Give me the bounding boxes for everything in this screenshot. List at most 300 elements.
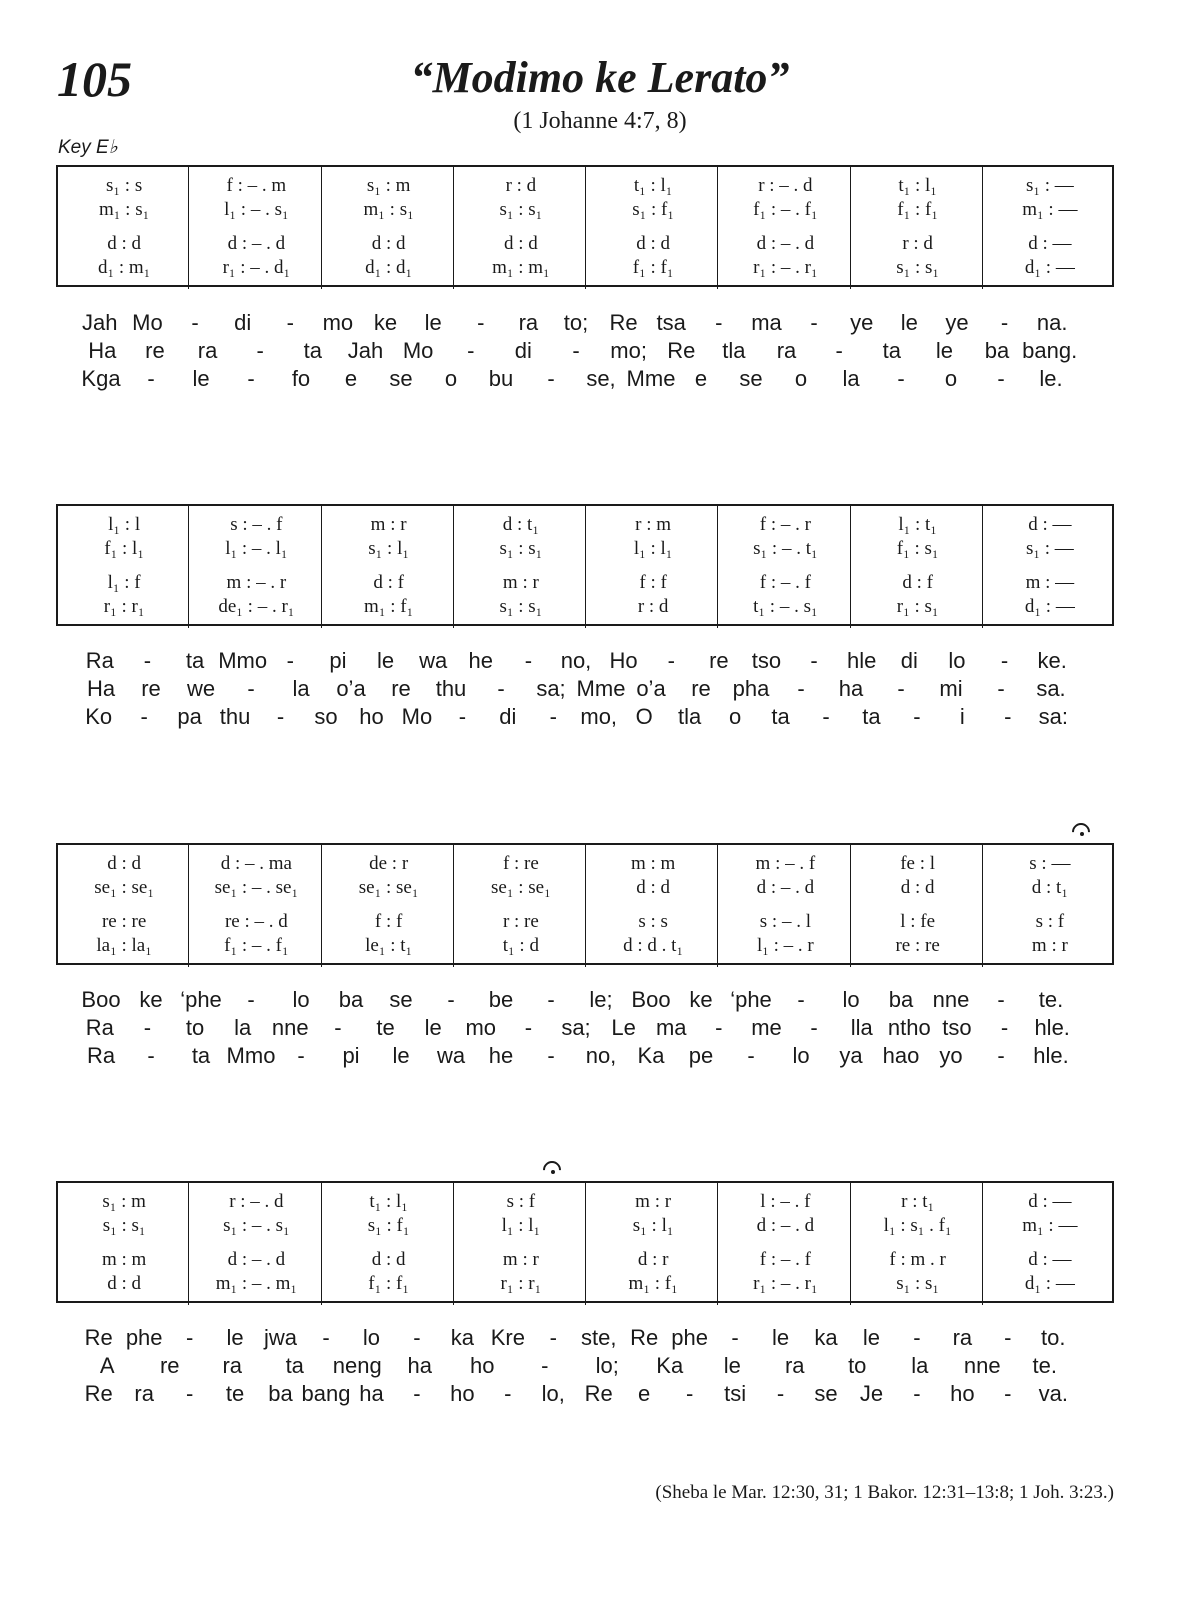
- solfa-note: f : m . r: [889, 1249, 946, 1270]
- lyric-syllable: jwa: [264, 1325, 298, 1350]
- solfa-note: t₁ : l₁: [369, 1191, 408, 1212]
- lyric-syllable: te.: [1038, 987, 1064, 1012]
- lyric-syllable: re: [709, 648, 729, 673]
- solfa-note: l₁ : l₁: [501, 1215, 541, 1236]
- lyric-syllable: yo: [939, 1043, 963, 1068]
- lyric-syllable: Boo: [81, 987, 121, 1012]
- lyric-verse-2: [56, 676, 1114, 704]
- solfa-note: d : r: [637, 1249, 669, 1270]
- solfa-note: d : d: [371, 1249, 406, 1270]
- solfa-note: l₁ : s₁ . f₁: [883, 1215, 952, 1236]
- solfa-note: d : d: [900, 877, 935, 898]
- lyric-syllable: hao: [882, 1043, 920, 1068]
- lyric-syllable: -: [1004, 704, 1012, 729]
- solfa-note: l₁ : t₁: [898, 514, 937, 535]
- solfa-note: f₁ : s₁: [896, 538, 939, 559]
- lyric-syllable: Boo: [631, 987, 671, 1012]
- barline: [188, 167, 189, 289]
- lyric-syllable: we: [186, 676, 216, 701]
- solfa-note: s₁ : – . s₁: [223, 1215, 290, 1236]
- solfa-note: m : r: [502, 1249, 539, 1270]
- solfa-note: m₁ : s₁: [99, 199, 150, 220]
- solfa-note: m : – . r: [226, 572, 287, 593]
- lyric-syllable: -: [1000, 1015, 1009, 1040]
- solfa-note: d₁ : m₁: [97, 257, 151, 278]
- lyric-syllable: -: [731, 1325, 739, 1350]
- lyric-syllable: ka: [814, 1325, 838, 1350]
- lyric-syllable: wa: [419, 648, 448, 673]
- barline: [321, 845, 322, 967]
- lyric-syllable: Mo: [132, 310, 163, 335]
- solfa-note: s₁ : f₁: [632, 199, 674, 220]
- lyric-syllable: phe: [125, 1325, 163, 1350]
- barline: [188, 506, 189, 628]
- lyric-syllable: e: [694, 366, 708, 391]
- solfa-note: d : f: [902, 572, 933, 593]
- lyric-syllable: Re: [609, 310, 638, 335]
- lyric-syllable: -: [191, 310, 199, 335]
- lyric-syllable: le: [723, 1353, 741, 1378]
- solfa-note: m : m: [101, 1249, 147, 1270]
- solfa-note: de : r: [369, 853, 409, 874]
- lyric-syllable: nne: [271, 1015, 309, 1040]
- lyric-syllable: -: [524, 648, 533, 673]
- solfa-note: se₁ : se₁: [358, 877, 419, 898]
- fermata-icon: [1072, 823, 1094, 837]
- lyric-syllable: ya: [839, 1043, 863, 1068]
- solfa-note: re : re: [101, 911, 147, 932]
- lyric-syllable: Ra: [85, 648, 114, 673]
- barline: [717, 845, 718, 967]
- lyric-syllable: -: [504, 1381, 512, 1406]
- solfa-note: m : m: [630, 853, 676, 874]
- lyric-syllable: wa: [436, 1043, 466, 1068]
- lyric-syllable: ye: [850, 310, 874, 335]
- barline: [453, 506, 454, 628]
- solfa-note: t₁ : l₁: [633, 175, 673, 196]
- solfa-note: m : —: [1025, 572, 1075, 593]
- lyric-syllable: -: [549, 1325, 557, 1350]
- barline: [585, 506, 586, 628]
- lyric-syllable: ta: [191, 1043, 211, 1068]
- barline: [982, 1183, 983, 1305]
- lyric-syllable: -: [322, 1325, 330, 1350]
- hymn-title: “Modimo ke Lerato”: [410, 53, 790, 102]
- barline: [453, 1183, 454, 1305]
- solfa-note: re : re: [895, 935, 940, 956]
- lyric-syllable: ka: [450, 1325, 474, 1350]
- barline: [982, 845, 983, 967]
- lyric-syllable: sa;: [536, 676, 566, 701]
- scripture-reference: (1 Johanne 4:7, 8): [513, 108, 687, 134]
- lyric-syllable: na.: [1036, 310, 1068, 335]
- lyric-syllable: le: [900, 310, 918, 335]
- solfa-note: f₁ : f₁: [368, 1273, 409, 1294]
- solfa-note: m₁ : – . m₁: [215, 1273, 298, 1294]
- solfa-note: d₁ : —: [1024, 596, 1075, 617]
- lyric-syllable: la: [842, 366, 860, 391]
- lyric-syllable: O: [635, 704, 653, 729]
- solfa-note: r : – . d: [229, 1191, 284, 1212]
- lyric-syllable: tso: [751, 648, 782, 673]
- lyric-syllable: Ha: [86, 676, 116, 701]
- barline: [717, 167, 718, 289]
- lyric-syllable: lla: [850, 1015, 873, 1040]
- lyric-syllable: ho: [359, 704, 384, 729]
- lyric-syllable: e: [638, 1381, 651, 1406]
- lyric-syllable: lo: [792, 1043, 810, 1068]
- solfa-note: s₁ : s₁: [102, 1215, 146, 1236]
- lyric-syllable: -: [447, 987, 455, 1012]
- solfa-note: de₁ : – . r₁: [218, 596, 295, 617]
- staff-system-3: [56, 843, 1114, 965]
- lyric-syllable: se: [739, 366, 763, 391]
- lyric-syllable: sa;: [561, 1015, 591, 1040]
- lyric-syllable: ra: [952, 1325, 973, 1350]
- barline: [585, 845, 586, 967]
- lyric-syllable: ste,: [580, 1325, 617, 1350]
- lyric-syllable: A: [99, 1353, 115, 1378]
- lyric-verse-3: [56, 366, 1114, 394]
- solfa-note: d : – . ma: [220, 853, 292, 874]
- solfa-note: d : —: [1028, 1249, 1072, 1270]
- solfa-note: m : r: [1031, 935, 1068, 956]
- solfa-note: f₁ : l₁: [104, 538, 144, 559]
- barline: [321, 506, 322, 628]
- solfa-note: d : d: [503, 233, 538, 254]
- solfa-note: d : t₁: [1031, 877, 1068, 898]
- lyric-syllable: -: [143, 1015, 152, 1040]
- solfa-note: d : – . d: [227, 1249, 286, 1270]
- lyric-syllable: lo: [292, 987, 310, 1012]
- lyric-syllable: to: [185, 1015, 205, 1040]
- lyric-verse-1: [56, 648, 1114, 676]
- lyric-syllable: neng: [332, 1353, 382, 1378]
- lyric-verse-2: [56, 338, 1114, 366]
- lyric-syllable: -: [147, 1043, 155, 1068]
- lyric-syllable: ho: [450, 1381, 475, 1406]
- lyric-syllable: -: [467, 338, 475, 363]
- lyric-syllable: -: [256, 338, 264, 363]
- lyric-syllable: -: [334, 1015, 342, 1040]
- solfa-note: m₁ : f₁: [364, 596, 414, 617]
- solfa-note: f : re: [502, 853, 539, 874]
- solfa-note: d : t₁: [502, 514, 539, 535]
- solfa-note: s₁ : m: [366, 175, 411, 196]
- lyric-syllable: hle: [847, 648, 877, 673]
- lyric-syllable: pha: [732, 676, 770, 701]
- lyric-syllable: -: [776, 1381, 785, 1406]
- solfa-note: r : m: [635, 514, 672, 535]
- solfa-note: r : d: [637, 596, 669, 617]
- lyric-syllable: -: [997, 366, 1005, 391]
- solfa-note: m : – . f: [755, 853, 816, 874]
- solfa-note: f : f: [639, 572, 667, 593]
- lyric-syllable: ma: [751, 310, 782, 335]
- lyric-syllable: lo,: [541, 1381, 565, 1406]
- lyric-syllable: te.: [1032, 1353, 1057, 1378]
- lyric-syllable: Mmo: [226, 1043, 276, 1068]
- barline: [982, 506, 983, 628]
- solfa-note: m₁ : f₁: [628, 1273, 678, 1294]
- lyric-syllable: re: [691, 676, 711, 701]
- barline: [188, 845, 189, 967]
- solfa-note: r : – . d: [758, 175, 813, 196]
- lyric-syllable: o’a: [336, 676, 366, 701]
- fermata-icon: [543, 1161, 565, 1175]
- lyric-verse-3: [56, 704, 1114, 732]
- solfa-note: r : re: [502, 911, 539, 932]
- lyric-syllable: se: [389, 366, 413, 391]
- lyric-syllable: mo: [322, 310, 354, 335]
- solfa-note: s₁ : s₁: [499, 538, 543, 559]
- lyric-syllable: ke: [139, 987, 163, 1012]
- solfa-note: l : fe: [900, 911, 936, 932]
- lyric-syllable: re: [145, 338, 165, 363]
- lyric-syllable: va.: [1038, 1381, 1068, 1406]
- lyric-syllable: se,: [586, 366, 616, 391]
- lyric-syllable: Re: [584, 1381, 613, 1406]
- solfa-note: re : – . d: [224, 911, 288, 932]
- solfa-note: d : —: [1028, 514, 1072, 535]
- barline: [717, 1183, 718, 1305]
- solfa-note: la₁ : la₁: [96, 935, 152, 956]
- lyric-syllable: -: [997, 676, 1005, 701]
- lyric-syllable: Re: [630, 1325, 659, 1350]
- solfa-note: fe : l: [900, 853, 936, 874]
- solfa-note: d : – . d: [227, 233, 286, 254]
- barline: [850, 506, 851, 628]
- barline: [850, 845, 851, 967]
- lyric-syllable: re: [159, 1353, 180, 1378]
- lyric-syllable: le: [192, 366, 210, 391]
- solfa-note: r₁ : s₁: [896, 596, 939, 617]
- solfa-note: f : f: [374, 911, 403, 932]
- lyric-syllable: -: [810, 648, 818, 673]
- solfa-note: d₁ : —: [1024, 257, 1075, 278]
- lyric-syllable: -: [143, 648, 152, 673]
- barline: [850, 1183, 851, 1305]
- lyric-syllable: le: [424, 310, 442, 335]
- solfa-note: d : f: [373, 572, 404, 593]
- solfa-note: s : f: [506, 1191, 536, 1212]
- solfa-note: l₁ : f: [107, 572, 141, 593]
- solfa-note: d : – . d: [756, 1215, 815, 1236]
- lyric-syllable: -: [413, 1381, 421, 1406]
- barline: [321, 167, 322, 289]
- lyric-syllable: ra: [222, 1353, 243, 1378]
- lyric-syllable: me: [751, 1015, 782, 1040]
- lyric-syllable: le.: [1039, 366, 1063, 391]
- lyric-syllable: lo: [362, 1325, 381, 1350]
- solfa-note: d : —: [1028, 233, 1072, 254]
- lyric-syllable: -: [667, 648, 675, 673]
- lyric-syllable: le: [376, 648, 395, 673]
- solfa-note: f : – . m: [226, 175, 287, 196]
- lyric-syllable: Jah: [82, 310, 118, 335]
- lyric-verse-1: [56, 310, 1114, 338]
- lyric-syllable: Mme: [626, 366, 676, 391]
- lyric-syllable: -: [835, 338, 843, 363]
- lyric-syllable: ra: [197, 338, 218, 363]
- lyric-syllable: la: [292, 676, 310, 701]
- footer-cross-reference: (Sheba le Mar. 12:30, 31; 1 Bakor. 12:31–13:8; 1 Joh. 3:23.): [655, 1482, 1114, 1503]
- lyric-syllable: sa.: [1036, 676, 1066, 701]
- lyric-syllable: di: [234, 310, 252, 335]
- solfa-note: l₁ : l₁: [633, 538, 673, 559]
- lyric-syllable: di: [499, 704, 517, 729]
- lyric-syllable: -: [497, 676, 505, 701]
- lyric-syllable: di: [900, 648, 918, 673]
- lyric-syllable: -: [247, 987, 255, 1012]
- solfa-note: l₁ : – . l₁: [225, 538, 288, 559]
- lyric-verse-3: [56, 1043, 1114, 1071]
- lyric-syllable: ho: [470, 1353, 495, 1378]
- lyric-syllable: mo,: [580, 704, 618, 729]
- lyric-syllable: ke: [373, 310, 398, 335]
- lyric-syllable: so: [314, 704, 338, 729]
- solfa-note: t₁ : – . s₁: [753, 596, 818, 617]
- lyric-syllable: -: [913, 1381, 921, 1406]
- solfa-note: s₁ : l₁: [632, 1215, 674, 1236]
- solfa-note: d : d: [107, 233, 142, 254]
- lyric-syllable: ye: [945, 310, 969, 335]
- lyric-syllable: -: [997, 987, 1005, 1012]
- lyric-syllable: -: [715, 1015, 723, 1040]
- lyric-syllable: Le: [611, 1015, 636, 1040]
- lyric-syllable: -: [997, 1043, 1005, 1068]
- solfa-note: f : – . f: [759, 1249, 811, 1270]
- solfa-note: s : f: [1035, 911, 1065, 932]
- lyric-syllable: -: [276, 704, 285, 729]
- lyric-syllable: lo: [842, 987, 860, 1012]
- solfa-note: l₁ : – . r: [756, 935, 814, 956]
- lyric-syllable: ‘phe: [180, 987, 222, 1012]
- lyric-verse-1: [56, 987, 1114, 1015]
- lyric-syllable: -: [547, 366, 555, 391]
- lyric-syllable: -: [286, 310, 294, 335]
- solfa-note: l₁ : l: [108, 514, 141, 535]
- staff-system-2: [56, 504, 1114, 626]
- solfa-note: m₁ : s₁: [363, 199, 414, 220]
- lyric-syllable: Mme: [576, 676, 626, 701]
- lyric-syllable: Mo: [402, 338, 434, 363]
- solfa-note: d₁ : —: [1024, 1273, 1075, 1294]
- lyric-syllable: nne: [932, 987, 970, 1012]
- solfa-note: f₁ : – . f₁: [753, 199, 818, 220]
- solfa-note: d : – . d: [756, 233, 815, 254]
- barline: [982, 167, 983, 289]
- lyric-syllable: le: [424, 1015, 442, 1040]
- lyric-syllable: -: [810, 310, 818, 335]
- lyric-syllable: hle.: [1033, 1043, 1069, 1068]
- lyric-syllable: ba: [268, 1381, 293, 1406]
- lyric-syllable: o: [444, 366, 458, 391]
- barline: [850, 167, 851, 289]
- barline: [585, 1183, 586, 1305]
- barline: [453, 845, 454, 967]
- lyric-syllable: le;: [589, 987, 613, 1012]
- solfa-note: m : r: [635, 1191, 672, 1212]
- lyric-syllable: o’a: [636, 676, 666, 701]
- lyric-syllable: -: [297, 1043, 305, 1068]
- lyric-syllable: -: [1000, 310, 1009, 335]
- lyric-syllable: ke: [689, 987, 713, 1012]
- lyric-syllable: Mo: [401, 704, 433, 729]
- lyric-syllable: te: [376, 1015, 395, 1040]
- lyric-syllable: -: [797, 676, 805, 701]
- lyric-syllable: tla: [678, 704, 702, 729]
- lyric-syllable: -: [140, 704, 148, 729]
- lyric-syllable: thu: [435, 676, 467, 701]
- lyric-syllable: thu: [219, 704, 251, 729]
- lyric-syllable: -: [747, 1043, 755, 1068]
- lyric-syllable: ra: [784, 1353, 805, 1378]
- solfa-note: r : t₁: [901, 1191, 935, 1212]
- solfa-note: m : r: [502, 572, 539, 593]
- solfa-note: r₁ : r₁: [500, 1273, 542, 1294]
- lyric-syllable: bu: [488, 366, 514, 391]
- lyric-syllable: be: [488, 987, 514, 1012]
- lyric-syllable: -: [715, 310, 723, 335]
- lyric-syllable: le: [392, 1043, 410, 1068]
- lyric-syllable: se: [389, 987, 413, 1012]
- lyric-syllable: -: [913, 704, 921, 729]
- lyric-syllable: phe: [671, 1325, 708, 1350]
- lyric-syllable: no,: [585, 1043, 617, 1068]
- barline: [453, 167, 454, 289]
- solfa-note: f₁ : – . f₁: [224, 935, 289, 956]
- lyric-syllable: ba: [888, 987, 914, 1012]
- lyric-syllable: tsi: [724, 1381, 747, 1406]
- lyric-syllable: ra: [776, 338, 797, 363]
- lyric-syllable: se: [814, 1381, 838, 1406]
- solfa-note: s₁ : s: [106, 175, 143, 196]
- lyric-syllable: -: [1000, 648, 1009, 673]
- solfa-note: se₁ : se₁: [94, 877, 154, 898]
- solfa-note: m₁ : —: [1022, 199, 1078, 220]
- lyric-syllable: ‘phe: [730, 987, 772, 1012]
- lyric-syllable: pa: [177, 704, 202, 729]
- lyric-syllable: re: [391, 676, 411, 701]
- lyric-syllable: Kga: [81, 366, 121, 391]
- solfa-note: s₁ : —: [1025, 175, 1074, 196]
- barline: [585, 167, 586, 289]
- solfa-note: f₁ : f₁: [897, 199, 938, 220]
- barline: [321, 1183, 322, 1305]
- lyric-syllable: i: [959, 704, 965, 729]
- staff-system-4: [56, 1181, 1114, 1303]
- lyric-syllable: re: [141, 676, 161, 701]
- lyric-syllable: Mmo: [218, 648, 268, 673]
- solfa-note: l₁ : – . s₁: [224, 199, 289, 220]
- solfa-note: d : d: [107, 1273, 142, 1294]
- lyric-syllable: bang: [301, 1381, 351, 1406]
- lyric-syllable: -: [247, 366, 255, 391]
- lyric-verse-2: [56, 1353, 1114, 1381]
- solfa-note: d : – . d: [756, 877, 815, 898]
- solfa-note: s₁ : f₁: [367, 1215, 410, 1236]
- lyric-syllable: le: [226, 1325, 244, 1350]
- solfa-note: r₁ : – . r₁: [753, 1273, 818, 1294]
- lyric-syllable: Ka: [656, 1353, 684, 1378]
- solfa-note: f₁ : f₁: [632, 257, 674, 278]
- lyric-syllable: mo;: [610, 338, 647, 363]
- lyric-syllable: he: [468, 648, 493, 673]
- lyric-syllable: ta: [862, 704, 881, 729]
- lyric-syllable: -: [524, 1015, 533, 1040]
- lyric-syllable: ta: [185, 648, 205, 673]
